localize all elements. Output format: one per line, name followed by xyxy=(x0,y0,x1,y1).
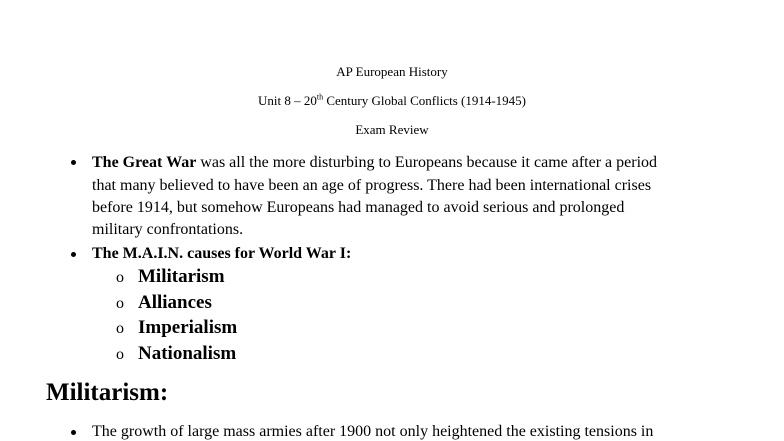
unit-prefix: Unit 8 – 20 xyxy=(257,93,317,108)
bullet-militarism-line-1: The growth of large mass armies after 1900 not only heightened the existing tensions in xyxy=(92,423,654,440)
bullet-great-war-line-4: military confrontations. xyxy=(92,221,244,238)
bullet-dot xyxy=(71,252,76,257)
great-war-lead: The Great War xyxy=(92,154,197,171)
sub-bullet-marker: o xyxy=(116,295,124,312)
unit-subtitle xyxy=(0,93,784,109)
cause-alliances: Alliances xyxy=(138,292,212,313)
bullet-dot xyxy=(71,160,76,165)
main-causes-lead: The M.A.I.N. causes for World War I: xyxy=(92,245,352,262)
sub-bullet-marker: o xyxy=(116,320,124,337)
sub-bullet-marker: o xyxy=(116,346,124,363)
bullet-great-war-line-3: before 1914, but somehow Europeans had managed to avoid serious and prolonged xyxy=(92,199,625,216)
bullet-main-causes xyxy=(92,243,351,265)
sub-bullet-marker: o xyxy=(116,269,124,286)
cause-imperialism: Imperialism xyxy=(138,317,238,338)
unit-superscript: th xyxy=(316,92,324,102)
section-heading-militarism: Militarism: xyxy=(46,379,169,406)
cause-nationalism: Nationalism xyxy=(138,343,237,364)
bullet-great-war-line-2: that many believed to have been an age of progress. There had been international crises xyxy=(92,177,652,194)
document-title: AP European History xyxy=(336,64,448,79)
exam-review-subtitle: Exam Review xyxy=(355,122,429,137)
unit-suffix: Century Global Conflicts (1914-1945) xyxy=(323,93,527,108)
great-war-text: was all the more disturbing to Europeans because it came after a period xyxy=(196,154,658,171)
cause-militarism: Militarism xyxy=(138,266,225,287)
bullet-great-war-line-1 xyxy=(92,152,657,174)
bullet-dot xyxy=(71,430,76,435)
